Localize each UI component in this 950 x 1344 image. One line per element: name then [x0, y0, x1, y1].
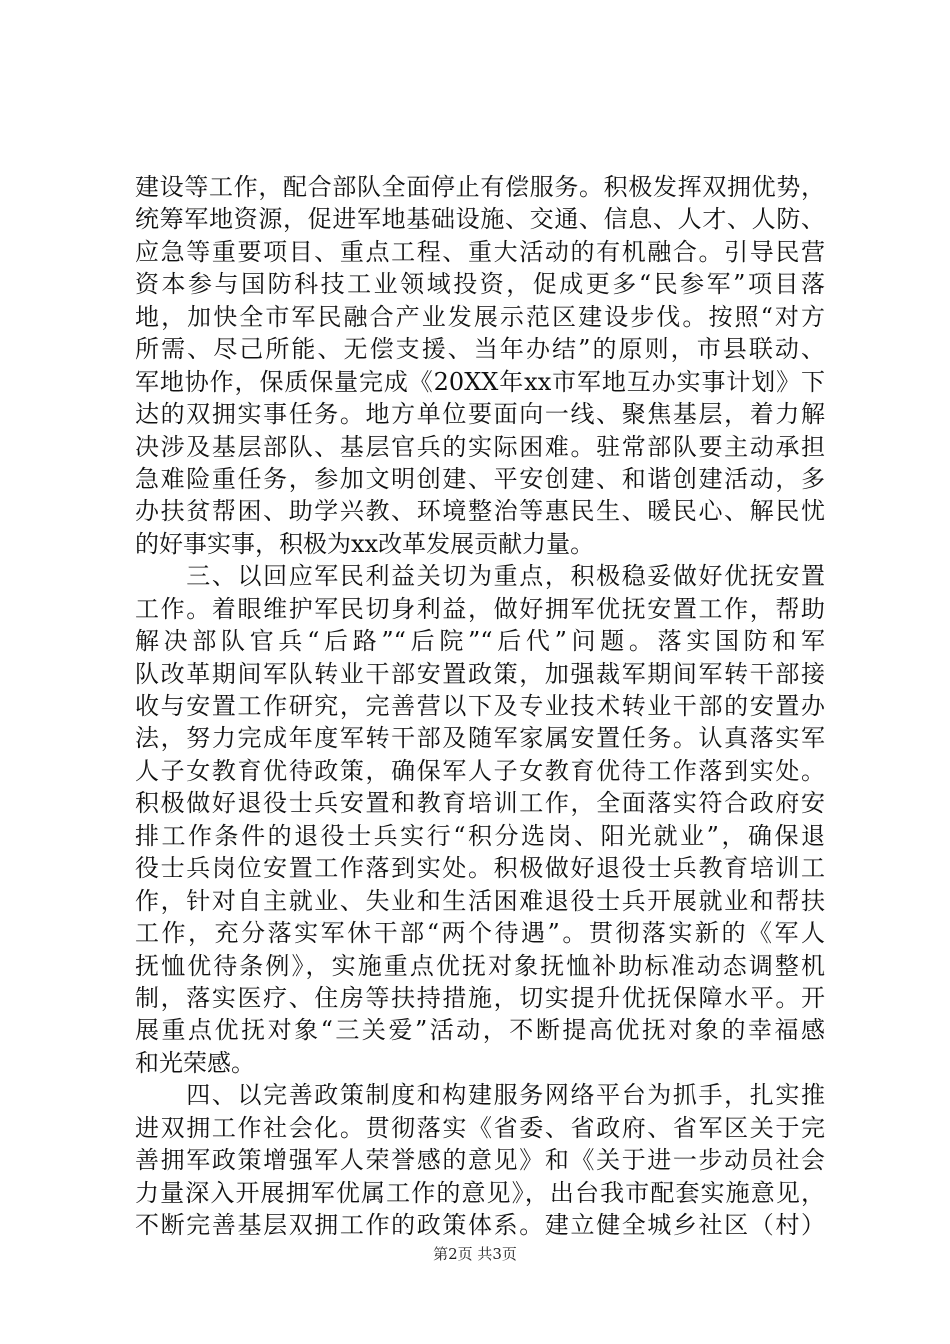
- text-line: 办扶贫帮困、助学兴教、环境整治等惠民生、暖民心、解民忧: [135, 497, 825, 526]
- text-line: 军地协作，保质保量完成《20XX年xx市军地互办实事计划》下: [135, 367, 825, 396]
- text-line: 积极做好退役士兵安置和教育培训工作，全面落实符合政府安: [135, 789, 825, 818]
- text-line: 不断完善基层双拥工作的政策体系。建立健全城乡社区（村）: [135, 1211, 825, 1239]
- text-line: 达的双拥实事任务。地方单位要面向一线、聚焦基层，着力解: [135, 400, 825, 429]
- text-line: 三、以回应军民利益关切为重点，积极稳妥做好优抚安置: [135, 562, 825, 591]
- text-line: 决涉及基层部队、基层官兵的实际困难。驻常部队要主动承担: [135, 432, 825, 461]
- text-line: 队改革期间军队转业干部安置政策，加强裁军期间军转干部接: [135, 659, 825, 688]
- text-line: 进双拥工作社会化。贯彻落实《省委、省政府、省军区关于完: [135, 1113, 825, 1142]
- text-line: 统筹军地资源，促进军地基础设施、交通、信息、人才、人防、: [135, 205, 825, 234]
- text-line: 役士兵岗位安置工作落到实处。积极做好退役士兵教育培训工: [135, 854, 825, 883]
- text-line: 和光荣感。: [135, 1048, 255, 1077]
- text-line: 展重点优抚对象“三关爱”活动，不断提高优抚对象的幸福感: [135, 1016, 825, 1045]
- text-line: 地，加快全市军民融合产业发展示范区建设步伐。按照“对方: [135, 302, 825, 331]
- text-line: 抚恤优待条例》，实施重点优抚对象抚恤补助标准动态调整机: [135, 951, 825, 980]
- text-line: 力量深入开展拥军优属工作的意见》，出台我市配套实施意见，: [135, 1178, 825, 1207]
- text-line: 所需、尽己所能、无偿支援、当年办结”的原则，市县联动、: [135, 335, 825, 364]
- text-line: 善拥军政策增强军人荣誉感的意见》和《关于进一步动员社会: [135, 1146, 825, 1175]
- text-line: 资本参与国防科技工业领域投资，促成更多“民参军”项目落: [135, 270, 825, 299]
- text-line: 四、以完善政策制度和构建服务网络平台为抓手，扎实推: [135, 1081, 825, 1110]
- text-line: 工作，充分落实军休干部“两个待遇”。贯彻落实新的《军人: [135, 919, 825, 948]
- page-footer: 第2页 共3页: [433, 1245, 517, 1263]
- text-line: 应急等重要项目、重点工程、重大活动的有机融合。引导民营: [135, 237, 825, 266]
- text-line: 工作。着眼维护军民切身利益，做好拥军优抚安置工作，帮助: [135, 594, 825, 623]
- text-line: 急难险重任务，参加文明创建、平安创建、和谐创建活动，多: [135, 464, 825, 493]
- text-line: 制，落实医疗、住房等扶持措施，切实提升优抚保障水平。开: [135, 983, 825, 1012]
- text-line: 法，努力完成年度军转干部及随军家属安置任务。认真落实军: [135, 724, 825, 753]
- text-line: 人子女教育优待政策，确保军人子女教育优待工作落到实处。: [135, 756, 825, 785]
- text-line: 作，针对自主就业、失业和生活困难退役士兵开展就业和帮扶: [135, 886, 825, 915]
- body-text: [135, 171, 825, 1241]
- text-line: 排工作条件的退役士兵实行“积分选岗、阳光就业”，确保退: [135, 821, 825, 850]
- text-line: 的好事实事，积极为xx改革发展贡献力量。: [135, 529, 595, 558]
- text-line: 建设等工作，配合部队全面停止有偿服务。积极发挥双拥优势，: [135, 173, 825, 201]
- text-line: 收与安置工作研究，完善营以下及专业技术转业干部的安置办: [135, 692, 825, 720]
- text-line: 解决部队官兵“后路”“后院”“后代”问题。落实国防和军: [135, 627, 825, 656]
